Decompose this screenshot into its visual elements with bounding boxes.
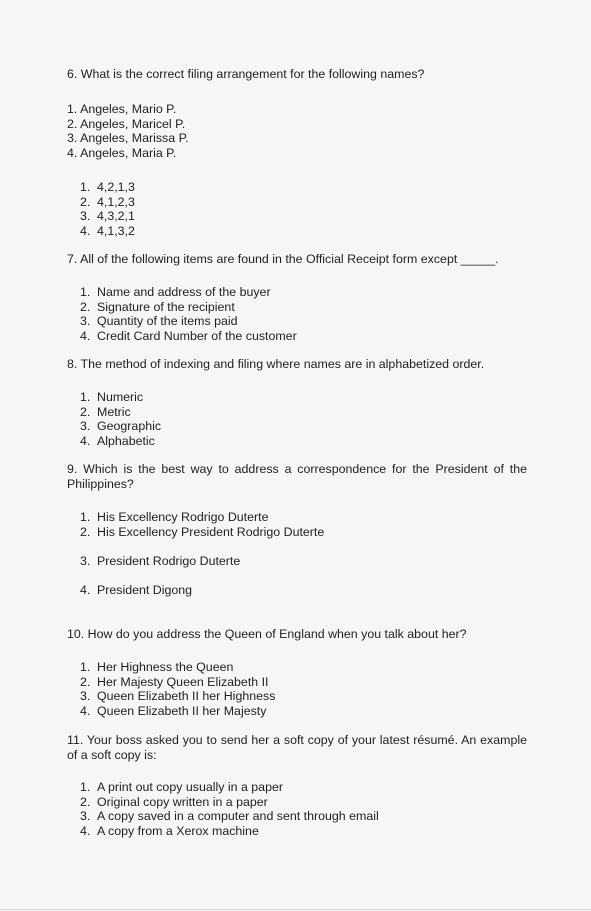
option-text: Credit Card Number of the customer [97, 328, 297, 343]
option-text: Queen Elizabeth II her Highness [97, 689, 276, 704]
options-q9-b [80, 554, 240, 569]
option [80, 689, 275, 704]
option-text: Geographic [97, 419, 162, 434]
name-item: 4. Angeles, Maria P. [67, 145, 177, 160]
question-7: 7. All of the following items are found in the Official Receipt form except _____. [67, 252, 499, 266]
option [80, 285, 297, 300]
option-number: 1. [80, 390, 91, 404]
option [80, 795, 379, 810]
option-number: 2. [80, 194, 91, 209]
option-number: 1. [80, 180, 91, 194]
names-list [67, 102, 189, 160]
option-number: 2. [80, 299, 91, 314]
option [80, 209, 135, 224]
question-9: 9. Which is the best way to address a correspondence for the President of the Philippines? [67, 462, 527, 491]
options-q11 [80, 780, 379, 838]
option-text: Numeric [97, 390, 144, 404]
options-q10 [80, 660, 275, 718]
option [80, 300, 297, 315]
option-number: 4. [80, 433, 91, 448]
option-text: His Excellency President Rodrigo Duterte [97, 524, 325, 539]
option-number: 2. [80, 404, 91, 419]
option-text: 4,2,1,3 [97, 180, 135, 194]
option-number: 3. [80, 554, 91, 568]
option-text: A copy saved in a computer and sent through email [97, 809, 379, 824]
option-text: 4,1,3,2 [97, 223, 135, 238]
option [80, 675, 275, 690]
option-text: President Rodrigo Duterte [97, 554, 241, 568]
option-text: Her Majesty Queen Elizabeth II [97, 674, 269, 689]
option [80, 195, 135, 210]
option-number: 4. [80, 823, 91, 838]
option-text: Name and address of the buyer [97, 285, 271, 299]
option-text: 4,3,2,1 [97, 209, 135, 224]
option-number: 1. [80, 780, 91, 794]
question-8: 8. The method of indexing and filing where names are in alphabetized order. [67, 357, 485, 371]
question-10: 10. How do you address the Queen of England when you talk about her? [67, 627, 467, 641]
option-text: Metric [97, 404, 131, 419]
options-q9-c [80, 583, 192, 598]
option-number: 3. [80, 689, 91, 704]
option-text: His Excellency Rodrigo Duterte [97, 510, 269, 524]
option-text: Queen Elizabeth II her Majesty [97, 703, 267, 718]
option [80, 525, 324, 540]
option [80, 390, 161, 405]
option [80, 824, 379, 839]
option [80, 314, 297, 329]
option [80, 224, 135, 239]
option-number: 4. [80, 583, 91, 597]
option-text: Signature of the recipient [97, 299, 235, 314]
option [80, 329, 297, 344]
option-number: 4. [80, 703, 91, 718]
option [80, 704, 275, 719]
option-text: Original copy written in a paper [97, 794, 268, 809]
option-number: 1. [80, 510, 91, 524]
option-number: 3. [80, 314, 91, 329]
name-item: 3. Angeles, Marissa P. [67, 131, 189, 145]
option-number: 1. [80, 285, 91, 299]
option [80, 809, 379, 824]
option [80, 780, 379, 795]
option-text: Alphabetic [97, 433, 155, 448]
options-q9 [80, 510, 324, 539]
options-q6 [80, 180, 135, 238]
option-number: 2. [80, 524, 91, 539]
name-item: 1. Angeles, Mario P. [67, 102, 177, 116]
option-text: A copy from a Xerox machine [97, 823, 259, 838]
option [80, 583, 192, 598]
option [80, 180, 135, 195]
option-text: Quantity of the items paid [97, 314, 238, 329]
option-number: 4. [80, 223, 91, 238]
options-q7 [80, 285, 297, 343]
page-edge-divider [0, 909, 591, 910]
question-6: 6. What is the correct filing arrangement for the following names? [67, 67, 425, 81]
name-item: 2. Angeles, Maricel P. [67, 116, 186, 131]
option [80, 510, 324, 525]
option [80, 434, 161, 449]
option [80, 405, 161, 420]
option-text: Her Highness the Queen [97, 660, 234, 674]
option [80, 660, 275, 675]
option [80, 554, 240, 569]
option-text: 4,1,2,3 [97, 194, 135, 209]
option-number: 2. [80, 794, 91, 809]
option-text: A print out copy usually in a paper [97, 780, 283, 794]
option [80, 419, 161, 434]
options-q8 [80, 390, 161, 448]
option-number: 3. [80, 419, 91, 434]
option-text: President Digong [97, 583, 193, 597]
option-number: 2. [80, 674, 91, 689]
option-number: 3. [80, 809, 91, 824]
option-number: 1. [80, 660, 91, 674]
option-number: 4. [80, 328, 91, 343]
question-11: 11. Your boss asked you to send her a soft copy of your latest résumé. An example of a soft copy is: [67, 733, 527, 762]
option-number: 3. [80, 209, 91, 224]
